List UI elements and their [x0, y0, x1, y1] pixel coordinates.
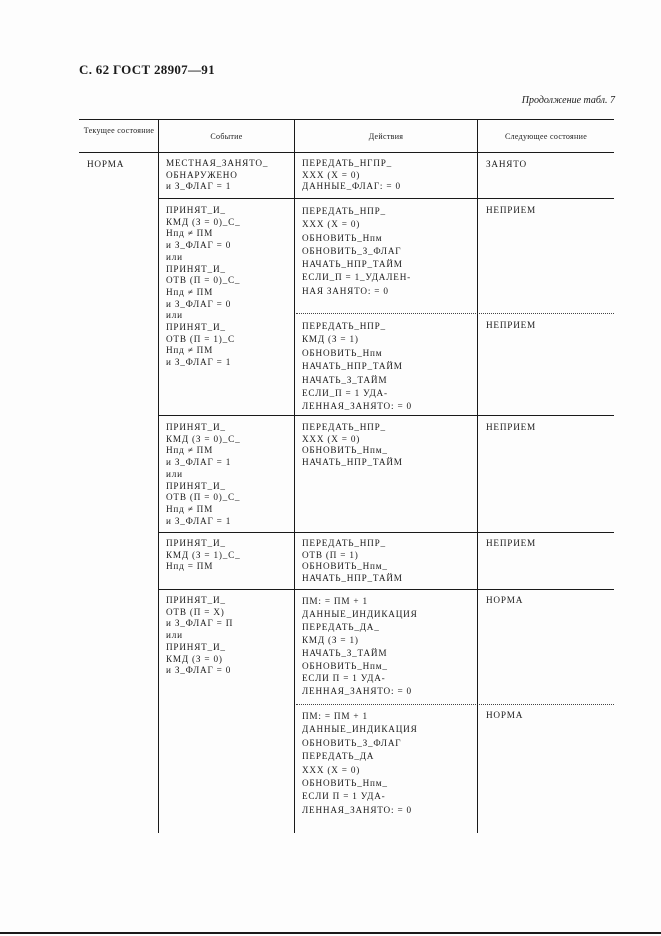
event-cell — [166, 538, 240, 573]
cell-line: ЕСЛИ П = 1 УДА- — [302, 673, 386, 684]
row-divider — [158, 198, 614, 199]
cell-line: ПРИНЯТ_И_ — [166, 205, 226, 215]
cell-line: ОБНОВИТЬ_Нпм_ — [302, 778, 388, 789]
next-state-cell: НОРМА — [486, 710, 524, 720]
current-state-cell: НОРМА — [87, 159, 125, 169]
cell-line: ПРИНЯТ_И_ — [166, 263, 226, 274]
column-header-event: Событие — [210, 132, 243, 141]
cell-line: ПЕРЕДАТЬ_НПР_ — [302, 206, 386, 216]
next-state-cell: НЕПРИЕМ — [486, 422, 537, 432]
cell-line: ОБНОВИТЬ_З_ФЛАГ — [302, 245, 402, 256]
cell-line: ПЕРЕДАТЬ_ДА — [302, 751, 375, 762]
cell-line: Нпд ≠ ПМ — [166, 503, 214, 514]
cell-line: ОБНОВИТЬ_З_ФЛАГ — [302, 737, 402, 748]
cell-line: ПЕРЕДАТЬ_ДА_ — [302, 621, 380, 632]
cell-line: НАЧАТЬ_НПР_ТАЙМ — [302, 361, 403, 372]
cell-line: ОТВ (П = 1) — [302, 549, 359, 560]
cell-line: и З_ФЛАГ = 1 — [166, 457, 232, 468]
cell-line: ПРИНЯТ_И_ — [166, 422, 226, 432]
cell-line: ПЕРЕДАТЬ_НПР_ — [302, 321, 386, 331]
table-header-rule — [79, 152, 614, 153]
cell-line: ПРИНЯТ_И_ — [166, 480, 226, 491]
cell-line: ДАННЫЕ_ИНДИКАЦИЯ — [302, 724, 418, 735]
action-cell — [302, 320, 412, 414]
cell-line: или — [166, 630, 183, 641]
page-bottom-rule — [0, 932, 661, 934]
cell-line: ПЕРЕДАТЬ_НПР_ — [302, 422, 386, 432]
cell-line: КМД (З = 1)_С_ — [166, 549, 241, 560]
cell-line: ОТВ (П = 1)_С — [166, 333, 235, 344]
cell-line: ПРИНЯТ_И_ — [166, 641, 226, 652]
action-cell — [302, 595, 418, 698]
cell-line: ОБНАРУЖЕНО — [166, 169, 238, 180]
cell-line: Нпд ≠ ПМ — [166, 345, 214, 356]
cell-line: и З_ФЛАГ = 1 — [166, 357, 232, 368]
cell-line: ОТВ (П = Х) — [166, 606, 225, 617]
cell-line: НАЧАТЬ_З_ТАЙМ — [302, 647, 388, 658]
cell-line: или — [166, 468, 183, 479]
cell-line: ДАННЫЕ_ИНДИКАЦИЯ — [302, 608, 418, 619]
cell-line: НАЧАТЬ_НПР_ТАЙМ — [302, 573, 403, 584]
cell-line: и З_ФЛАГ = 1 — [166, 181, 232, 192]
next-state-cell: НЕПРИЕМ — [486, 538, 537, 548]
cell-line: ХХХ (Х = 0) — [302, 433, 361, 444]
cell-line: ОБНОВИТЬ_Нпм_ — [302, 660, 388, 671]
cell-line: ПРИНЯТ_И_ — [166, 538, 226, 548]
cell-line: КМД (З = 1) — [302, 634, 359, 645]
cell-line: НАЧАТЬ_НПР_ТАЙМ — [302, 259, 403, 270]
cell-line: ЛЕННАЯ_ЗАНЯТО: = 0 — [302, 401, 412, 412]
cell-line: Нпд ≠ ПМ — [166, 228, 214, 239]
cell-line: ХХХ (Х = 0) — [302, 219, 361, 230]
cell-line: ЛЕННАЯ_ЗАНЯТО: = 0 — [302, 686, 412, 697]
cell-line: ОБНОВИТЬ_Нпм — [302, 232, 383, 243]
cell-line: Нпд ≠ ПМ — [166, 445, 214, 456]
action-cell — [302, 205, 411, 298]
next-state-cell: НОРМА — [486, 595, 524, 605]
cell-line: ОБНОВИТЬ_Нпм_ — [302, 561, 388, 572]
column-rule — [477, 119, 478, 833]
cell-line: ХХХ (Х = 0) — [302, 169, 361, 180]
column-header-next-state: Следующее состояние — [504, 132, 588, 141]
column-rule — [294, 119, 295, 833]
table-top-rule — [79, 119, 614, 120]
cell-line: КМД (З = 0) — [166, 653, 223, 664]
event-cell — [166, 595, 233, 677]
cell-line: и З_ФЛАГ = П — [166, 618, 234, 629]
row-divider — [158, 415, 614, 416]
cell-line: ЛЕННАЯ_ЗАНЯТО: = 0 — [302, 804, 412, 815]
cell-line: ПЕРЕДАТЬ_НПР_ — [302, 538, 386, 548]
cell-line: ПМ: = ПМ + 1 — [302, 711, 368, 721]
column-header-current-state: Текущее состояние — [83, 126, 155, 135]
next-state-cell: ЗАНЯТО — [486, 159, 527, 169]
cell-line: ХХХ (Х = 0) — [302, 764, 361, 775]
cell-line: ПМ: = ПМ + 1 — [302, 596, 368, 606]
table-continuation-label: Продолжение табл. 7 — [521, 95, 615, 106]
cell-line: КМД (З = 0)_С_ — [166, 216, 241, 227]
cell-line: ПРИНЯТ_И_ — [166, 322, 226, 333]
subrow-divider — [296, 313, 614, 314]
cell-line: ОТВ (П = 0)_С_ — [166, 275, 241, 286]
cell-line: ОТВ (П = 0)_С_ — [166, 492, 241, 503]
cell-line: ОБНОВИТЬ_Нпм — [302, 347, 383, 358]
next-state-cell: НЕПРИЕМ — [486, 320, 537, 330]
column-header-actions: Действия — [368, 132, 404, 141]
cell-line: или — [166, 310, 183, 321]
cell-line: МЕСТНАЯ_ЗАНЯТО_ — [166, 158, 269, 168]
cell-line: НАЧАТЬ_З_ТАЙМ — [302, 374, 388, 385]
cell-line: ДАННЫЕ_ФЛАГ: = 0 — [302, 181, 401, 192]
cell-line: КМД (З = 1) — [302, 334, 359, 345]
cell-line: ЕСЛИ_П = 1_УДАЛЕН- — [302, 272, 411, 283]
cell-line: Нпд = ПМ — [166, 561, 214, 572]
cell-line: и З_ФЛАГ = 0 — [166, 298, 232, 309]
cell-line: Нпд ≠ ПМ — [166, 286, 214, 297]
action-cell — [302, 158, 401, 193]
cell-line: или — [166, 251, 183, 262]
cell-line: и З_ФЛАГ = 1 — [166, 515, 232, 526]
column-rule — [158, 119, 159, 833]
subrow-divider — [296, 704, 614, 705]
event-cell — [166, 205, 240, 369]
cell-line: КМД (З = 0)_С_ — [166, 433, 241, 444]
page-header: С. 62 ГОСТ 28907—91 — [79, 62, 215, 77]
action-cell — [302, 422, 403, 469]
cell-line: и З_ФЛАГ = 0 — [166, 665, 232, 676]
cell-line: НАЧАТЬ_НПР_ТАЙМ — [302, 457, 403, 468]
action-cell — [302, 538, 403, 585]
cell-line: ПЕРЕДАТЬ_НГПР_ — [302, 158, 393, 168]
action-cell — [302, 710, 418, 817]
cell-line: НАЯ ЗАНЯТО: = 0 — [302, 285, 389, 296]
row-divider — [158, 532, 614, 533]
cell-line: и З_ФЛАГ = 0 — [166, 240, 232, 251]
event-cell — [166, 158, 268, 193]
cell-line: ОБНОВИТЬ_Нпм_ — [302, 445, 388, 456]
cell-line: ПРИНЯТ_И_ — [166, 595, 226, 605]
row-divider — [158, 589, 614, 590]
event-cell — [166, 422, 240, 527]
cell-line: ЕСЛИ_П = 1 УДА- — [302, 388, 388, 399]
next-state-cell: НЕПРИЕМ — [486, 205, 537, 215]
cell-line: ЕСЛИ П = 1 УДА- — [302, 791, 386, 802]
